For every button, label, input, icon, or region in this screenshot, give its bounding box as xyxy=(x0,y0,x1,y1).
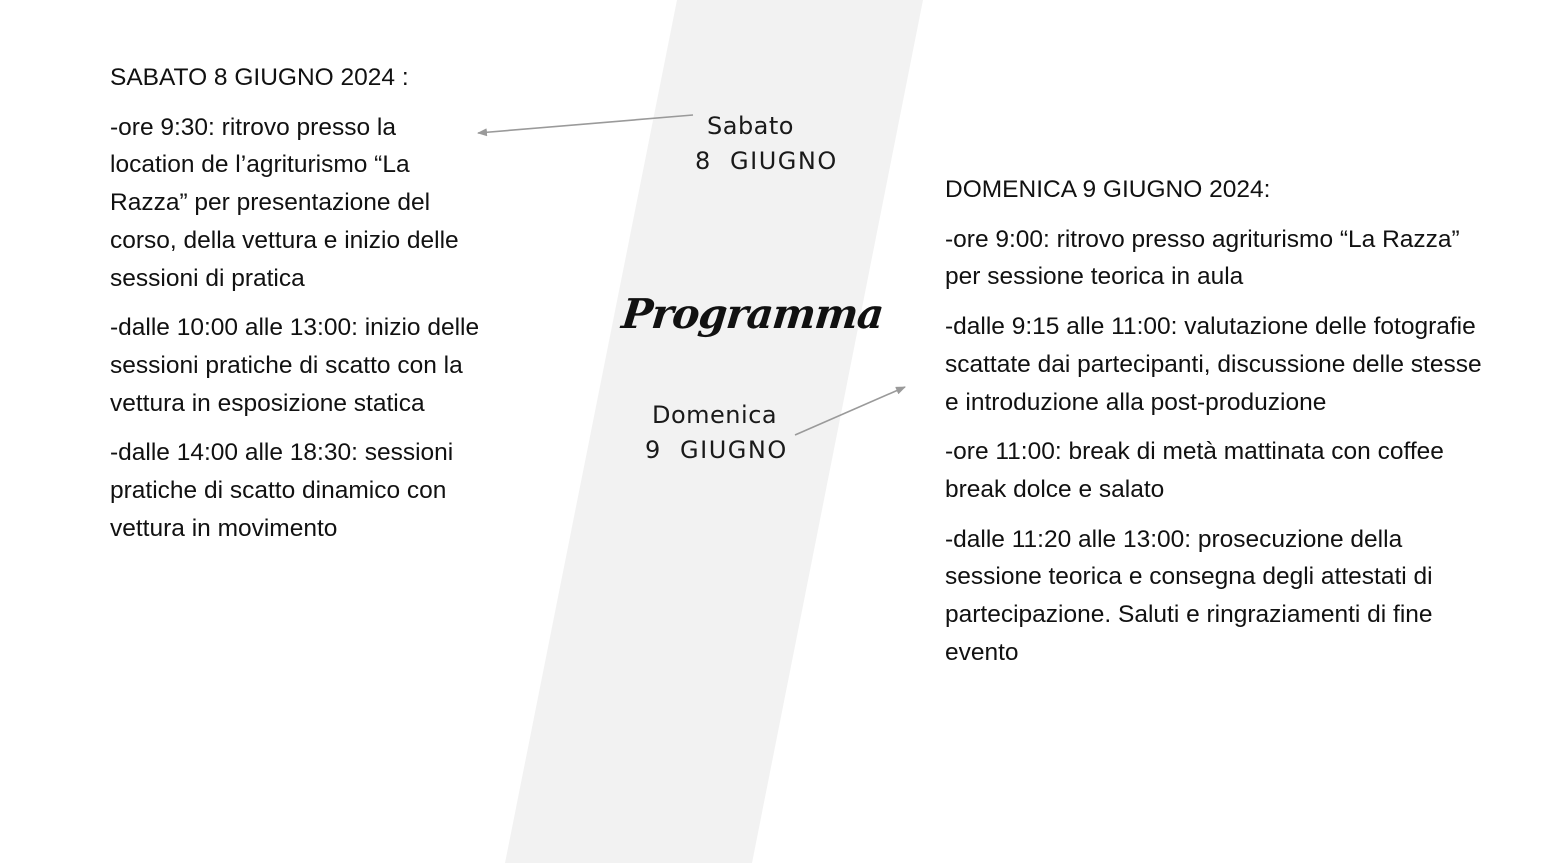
saturday-arrow xyxy=(478,115,693,133)
saturday-item: -ore 9:30: ritrovo presso la location de l’agriturismo “La Razza” per presentazione del corso, della vettura e inizio delle sessioni di pratica xyxy=(110,113,459,292)
saturday-item: -dalle 14:00 alle 18:30: sessioni pratiche di scatto dinamico con vettura in movimento xyxy=(110,439,454,542)
saturday-item: -dalle 10:00 alle 13:00: inizio delle sessioni pratiche di scatto con la vettura in esposizione statica xyxy=(110,314,480,417)
saturday-heading: SABATO 8 GIUGNO 2024 : xyxy=(110,64,409,91)
sunday-item: -ore 9:00: ritrovo presso agriturismo “La Razza” per sessione teorica in aula xyxy=(945,225,1460,291)
sunday-schedule xyxy=(945,171,1485,683)
saturday-label-day: Sabato xyxy=(707,112,794,140)
saturday-label-date: 8 GIUGNO xyxy=(695,147,838,175)
sunday-item: -ore 11:00: break di metà mattinata con coffee break dolce e salato xyxy=(945,438,1444,503)
sunday-label-date: 9 GIUGNO xyxy=(645,436,788,464)
saturday-schedule xyxy=(110,59,480,559)
sunday-label-day: Domenica xyxy=(652,401,778,429)
program-title: Programma xyxy=(619,290,886,338)
sunday-heading: DOMENICA 9 GIUGNO 2024: xyxy=(945,176,1271,203)
sunday-item: -dalle 11:20 alle 13:00: prosecuzione della sessione teorica e consegna degli attestati di partecipazione. Saluti e ringraziamenti di fine evento xyxy=(945,525,1433,666)
sunday-arrow xyxy=(795,387,905,435)
sunday-item: -dalle 9:15 alle 11:00: valutazione delle fotografie scattate dai partecipanti, discussione delle stesse e introduzione alla post-produzione xyxy=(945,313,1482,416)
